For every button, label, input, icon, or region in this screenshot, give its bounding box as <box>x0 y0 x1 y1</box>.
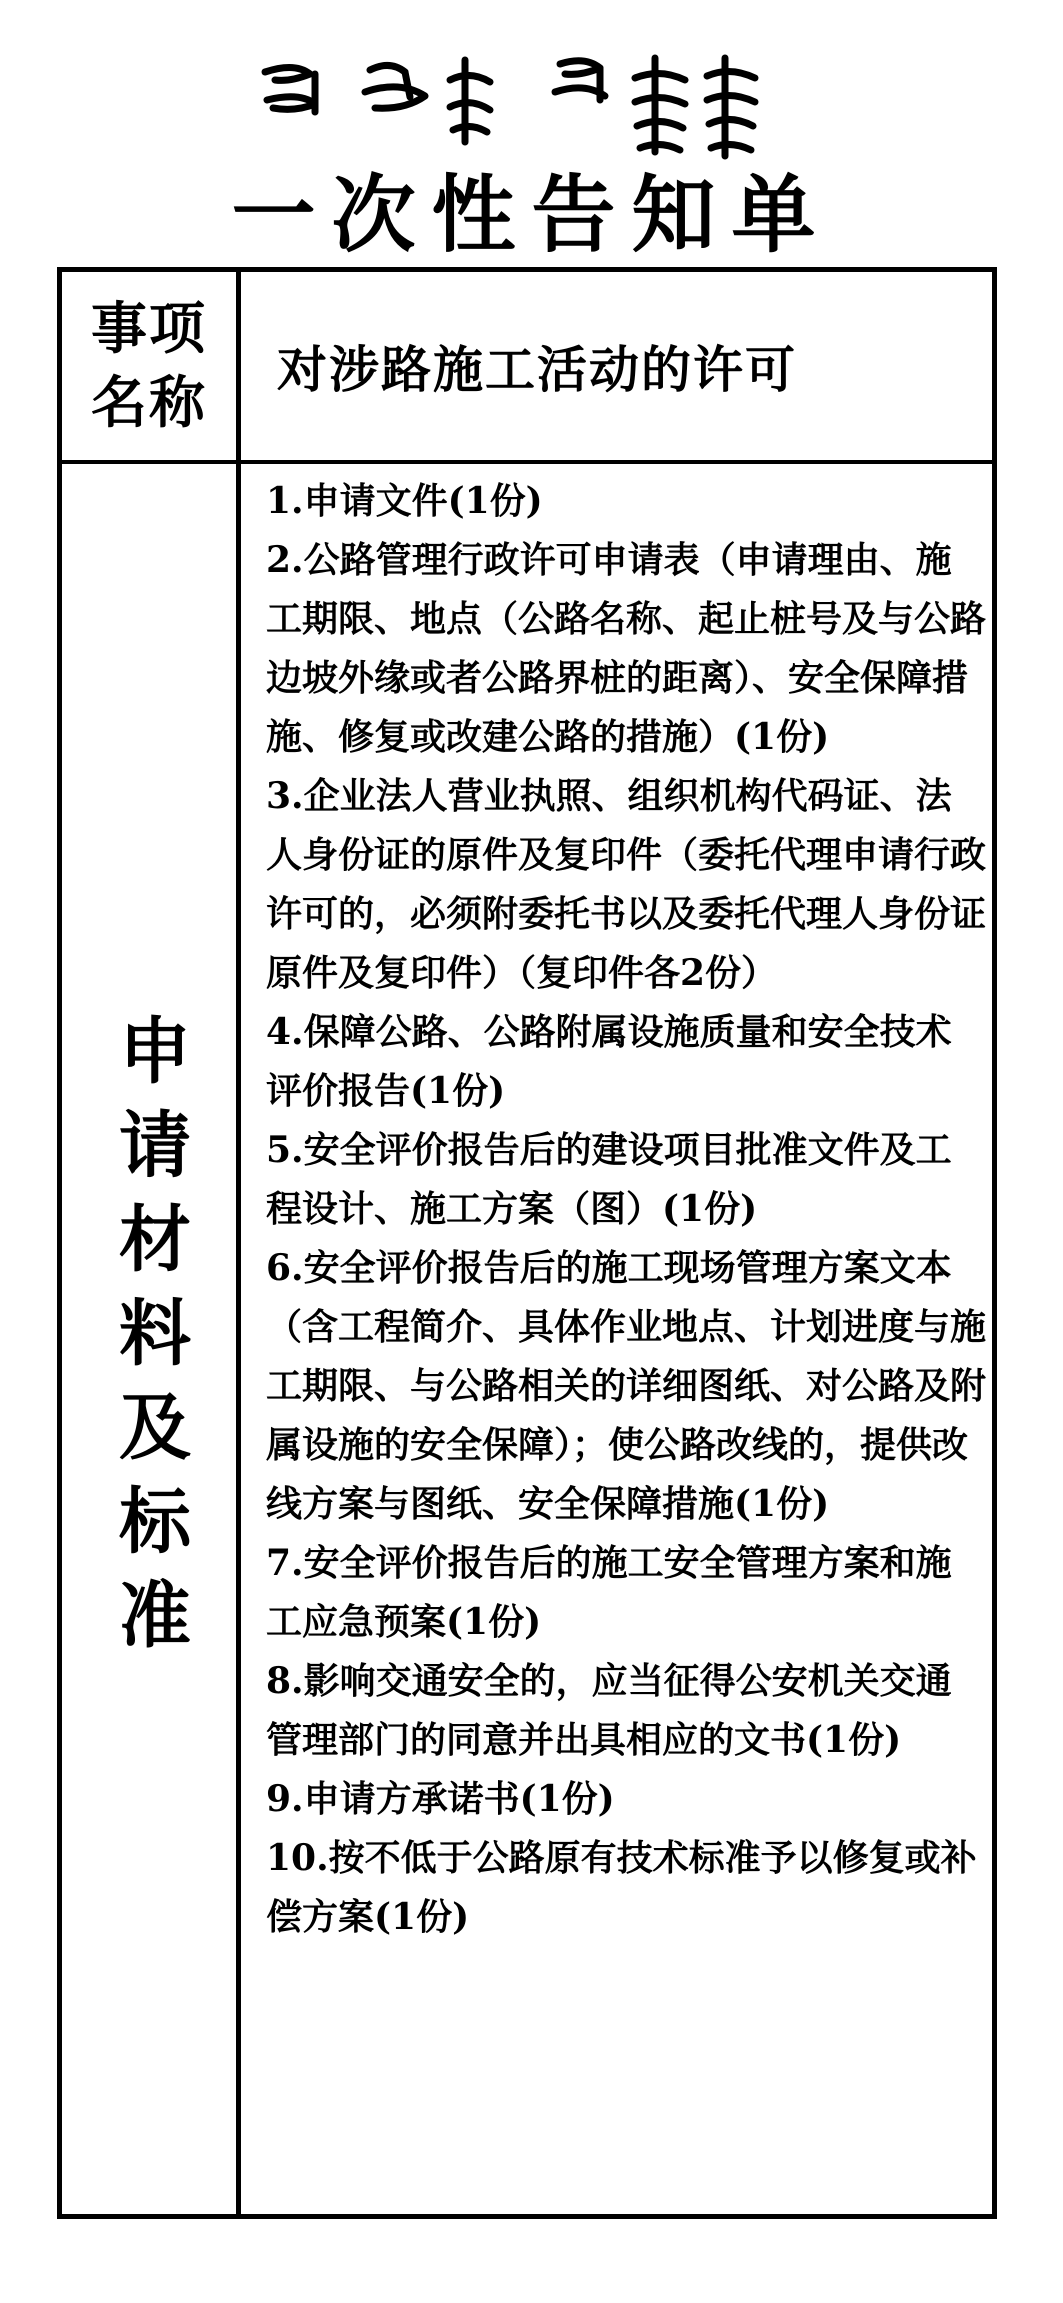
list-item: 9.申请方承诺书(1份) <box>266 1778 615 1820</box>
list-item: 8.影响交通安全的，应当征得公安机关交通管理部门的同意并出具相应的文书(1份) <box>266 1660 952 1761</box>
column-divider <box>236 272 241 2214</box>
list-item: 2.公路管理行政许可申请表（申请理由、施工期限、地点（公路名称、起止桩号及与公路边坡外缘或者公路界桩的距离）、安全保障措施、修复或改建公路的措施）(1份) <box>266 539 987 758</box>
list-item: 7.安全评价报告后的施工安全管理方案和施工应急预案(1份) <box>266 1542 952 1643</box>
list-item: 10.按不低于公路原有技术标准予以修复或补偿方案(1份) <box>266 1837 977 1938</box>
materials-list <box>266 472 986 1947</box>
item-name-label-line2: 名称 <box>91 370 207 436</box>
list-item: 4.保障公路、公路附属设施质量和安全技术评价报告(1份) <box>266 1011 952 1112</box>
materials-label: 申请材料及标准 <box>107 1012 192 1671</box>
list-item: 6.安全评价报告后的施工现场管理方案文本（含工程简介、具体作业地点、计划进度与施工期限、与公路相关的详细图纸、对公路及附属设施的安全保障）；使公路改线的，提供改线方案与图纸、安全保障措施(1份) <box>266 1247 987 1525</box>
item-name-value: 对涉路施工活动的许可 <box>277 340 797 399</box>
page-title: 一次性告知单 <box>231 165 832 264</box>
list-item: 5.安全评价报告后的建设项目批准文件及工程设计、施工方案（图）(1份) <box>266 1129 952 1230</box>
list-item: 3.企业法人营业执照、组织机构代码证、法人身份证的原件及复印件（委托代理申请行政许可的，必须附委托书以及委托代理人身份证原件及复印件）（复印件各2份） <box>266 775 987 994</box>
item-name-label-line1: 事项 <box>91 296 207 362</box>
mongolian-script-heading <box>255 52 775 162</box>
list-item: 1.申请文件(1份) <box>266 480 543 522</box>
materials-label-cell <box>62 464 236 2219</box>
notice-table <box>57 267 997 2219</box>
item-name-label <box>62 272 236 460</box>
